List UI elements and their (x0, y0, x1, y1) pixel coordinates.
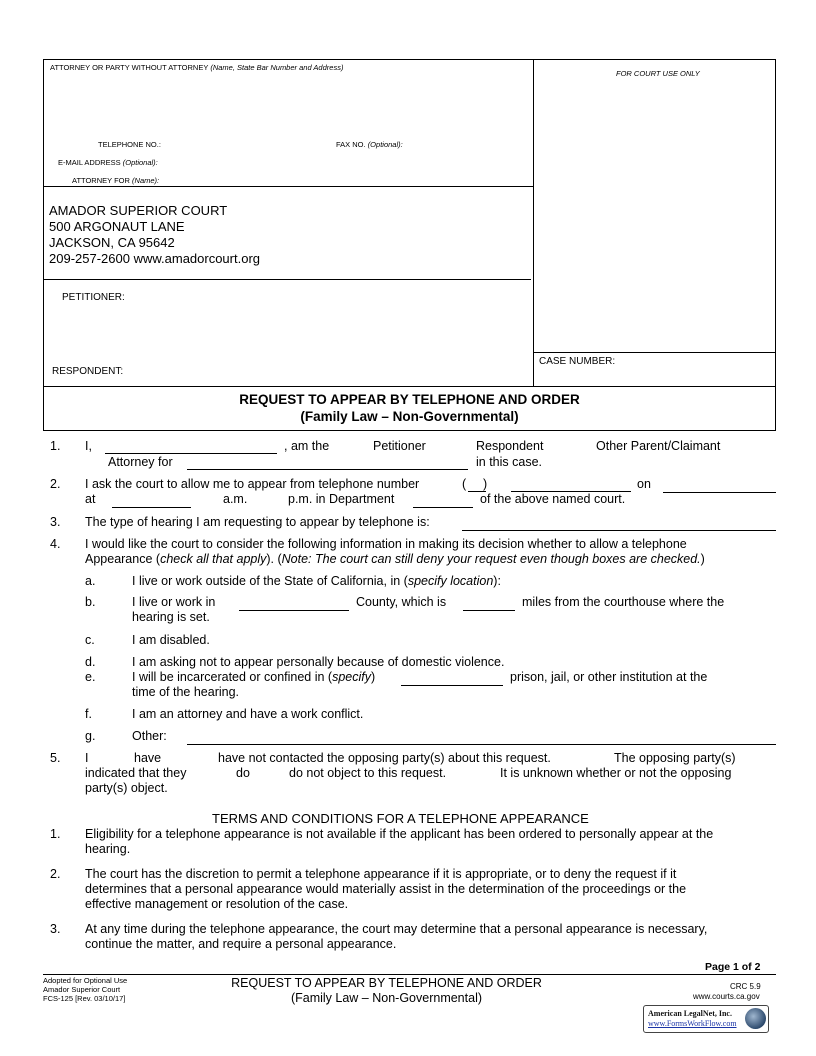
item-2-number: 2. (50, 477, 61, 491)
item-4d-text: I am asking not to appear personally because of domestic violence. (132, 655, 505, 669)
item-1-other-parent: Other Parent/Claimant (596, 439, 721, 453)
item-1-am-the: , am the (284, 439, 330, 453)
item-5-i: I (85, 751, 89, 765)
adopted-line1: Adopted for Optional Use (43, 976, 128, 985)
item-4b-miles-blank[interactable] (463, 610, 515, 611)
form-title-line2: (Family Law – Non-Governmental) (300, 409, 519, 424)
item-2-am: a.m. (223, 492, 248, 506)
item-1-number: 1. (50, 439, 61, 453)
item-5-opposing: The opposing party(s) (614, 751, 736, 765)
item-4e-text3: time of the hearing. (132, 685, 240, 699)
court-contact: 209-257-2600 www.amadorcourt.org (49, 251, 261, 266)
attorney-for-label: ATTORNEY FOR (Name): (72, 176, 160, 185)
court-use-label: FOR COURT USE ONLY (616, 69, 700, 78)
item-2-on: on (637, 477, 651, 491)
item-3-text: The type of hearing I am requesting to appear by telephone is: (85, 515, 430, 529)
fax-label: FAX NO. (Optional): (336, 140, 403, 149)
item-4b-text2: County, which is (356, 595, 447, 609)
item-4a-letter: a. (85, 574, 96, 588)
item-2-date-blank[interactable] (663, 492, 776, 493)
telephone-label: TELEPHONE NO.: (98, 140, 161, 149)
court-street: 500 ARGONAUT LANE (49, 219, 185, 234)
item-5-unknown: It is unknown whether or not the opposing (500, 766, 732, 780)
case-number-label: CASE NUMBER: (539, 356, 616, 367)
court-address (49, 203, 260, 267)
item-1-attorney-blank[interactable] (187, 469, 468, 470)
term-1-line2: hearing. (85, 842, 131, 856)
footer-title-line2: (Family Law – Non-Governmental) (290, 991, 483, 1005)
adopted-info (43, 976, 127, 1003)
item-4d-letter: d. (85, 655, 96, 669)
term-2-line1: The court has the discretion to permit a telephone appearance if it is appropriate, or to deny the request if it (85, 867, 677, 881)
item-2-paren-close: ) (483, 477, 488, 491)
item-4g-text: Other: (132, 729, 167, 743)
item-5-do: do (236, 766, 250, 780)
crc-reference: CRC 5.9 (730, 982, 761, 991)
adopted-line2: Amador Superior Court (43, 985, 121, 994)
item-2-pm-department: p.m. in Department (288, 492, 395, 506)
page-number: Page 1 of 2 (705, 961, 761, 973)
logo-globe-icon (745, 1008, 766, 1029)
item-4a-text: I live or work outside of the State of California, in (specify location): (132, 574, 501, 588)
term-3-number: 3. (50, 922, 61, 936)
item-1-respondent: Respondent (476, 439, 544, 453)
email-label: E-MAIL ADDRESS (Optional): (58, 158, 158, 167)
form-number: FCS-125 [Rev. 03/10/17] (43, 994, 126, 1003)
item-4e-institution-blank[interactable] (401, 685, 503, 686)
item-1-i: I, (85, 439, 92, 453)
item-4b-text1: I live or work in (132, 595, 216, 609)
term-3-text (85, 922, 707, 952)
item-4e-text1: I will be incarcerated or confined in (specify) (132, 670, 376, 684)
term-1-number: 1. (50, 827, 61, 841)
item-4-number: 4. (50, 537, 61, 551)
form-title-line1: REQUEST TO APPEAR BY TELEPHONE AND ORDER (239, 392, 580, 407)
term-2-line2: determines that a personal appearance would materially assist in the determination of the proceedings or the (85, 882, 687, 896)
item-2-time-blank[interactable] (112, 507, 191, 508)
item-4c-letter: c. (85, 633, 95, 647)
item-1-in-this-case: in this case. (476, 455, 543, 469)
case-number-divider (533, 352, 776, 353)
item-5-do-not: do not object to this request. (289, 766, 447, 780)
item-2-department-blank[interactable] (413, 507, 473, 508)
item-2-text: I ask the court to allow me to appear from telephone number (85, 477, 420, 491)
item-4b-text4: hearing is set. (132, 610, 210, 624)
legalnet-logo (643, 1005, 769, 1033)
term-2-number: 2. (50, 867, 61, 881)
item-4f-letter: f. (85, 707, 92, 721)
term-1-text (85, 827, 713, 857)
item-5-indicated: indicated that they (85, 766, 187, 780)
respondent-label: RESPONDENT: (52, 366, 124, 377)
item-4b-letter: b. (85, 595, 96, 609)
term-2-line3: effective management or resolution of the case. (85, 897, 349, 911)
terms-heading: TERMS AND CONDITIONS FOR A TELEPHONE APPEARANCE (212, 811, 589, 826)
item-3-hearing-type-blank[interactable] (462, 530, 776, 531)
term-1-line1: Eligibility for a telephone appearance is not available if the applicant has been ordered to personally appear at the (85, 827, 714, 841)
footer-rule (43, 974, 776, 975)
item-1-attorney-for: Attorney for (108, 455, 173, 469)
petitioner-label: PETITIONER: (62, 292, 125, 303)
item-2-rest: of the above named court. (480, 492, 626, 506)
term-3-line1: At any time during the telephone appearance, the court may determine that a personal appearance is necessary, (85, 922, 708, 936)
attorney-label: ATTORNEY OR PARTY WITHOUT ATTORNEY (Name, State Bar Number and Address) (50, 63, 344, 72)
item-4-line2: Appearance (check all that apply). (Note: The court can still deny your request even though boxes are checked.) (85, 552, 705, 566)
court-city: JACKSON, CA 95642 (49, 235, 175, 250)
item-5-have-not: have not contacted the opposing party(s) about this request. (218, 751, 551, 765)
form-title (43, 391, 776, 425)
item-4e-text2: prison, jail, or other institution at the (510, 670, 708, 684)
item-4g-letter: g. (85, 729, 96, 743)
item-4-line1: I would like the court to consider the following information in making its decision whether to allow a telephone (85, 537, 687, 551)
item-1-petitioner: Petitioner (373, 439, 426, 453)
item-4c-text: I am disabled. (132, 633, 210, 647)
item-4b-county-blank[interactable] (239, 610, 349, 611)
item-2-at: at (85, 492, 96, 506)
item-5-party-object: party(s) object. (85, 781, 168, 795)
item-4b-text3: miles from the courthouse where the (522, 595, 725, 609)
term-2-text (85, 867, 686, 912)
item-3-number: 3. (50, 515, 61, 529)
caption-divider (533, 59, 534, 387)
term-3-line2: continue the matter, and require a personal appearance. (85, 937, 397, 951)
logo-url[interactable]: www.FormsWorkFlow.com (648, 1019, 737, 1028)
court-name: AMADOR SUPERIOR COURT (49, 203, 228, 218)
logo-name: American LegalNet, Inc. (648, 1009, 732, 1018)
court-divider (43, 279, 531, 280)
footer-title (200, 976, 573, 1006)
footer-title-line1: REQUEST TO APPEAR BY TELEPHONE AND ORDER (231, 976, 542, 990)
item-4g-other-blank[interactable] (187, 744, 776, 745)
item-5-have: have (134, 751, 162, 765)
attorney-divider (43, 186, 533, 187)
item-4f-text: I am an attorney and have a work conflict. (132, 707, 364, 721)
item-5-number: 5. (50, 751, 61, 765)
item-2-paren-open: ( (462, 477, 467, 491)
item-1-name-blank[interactable] (105, 453, 277, 454)
item-4e-letter: e. (85, 670, 96, 684)
courts-website: www.courts.ca.gov (693, 992, 760, 1001)
